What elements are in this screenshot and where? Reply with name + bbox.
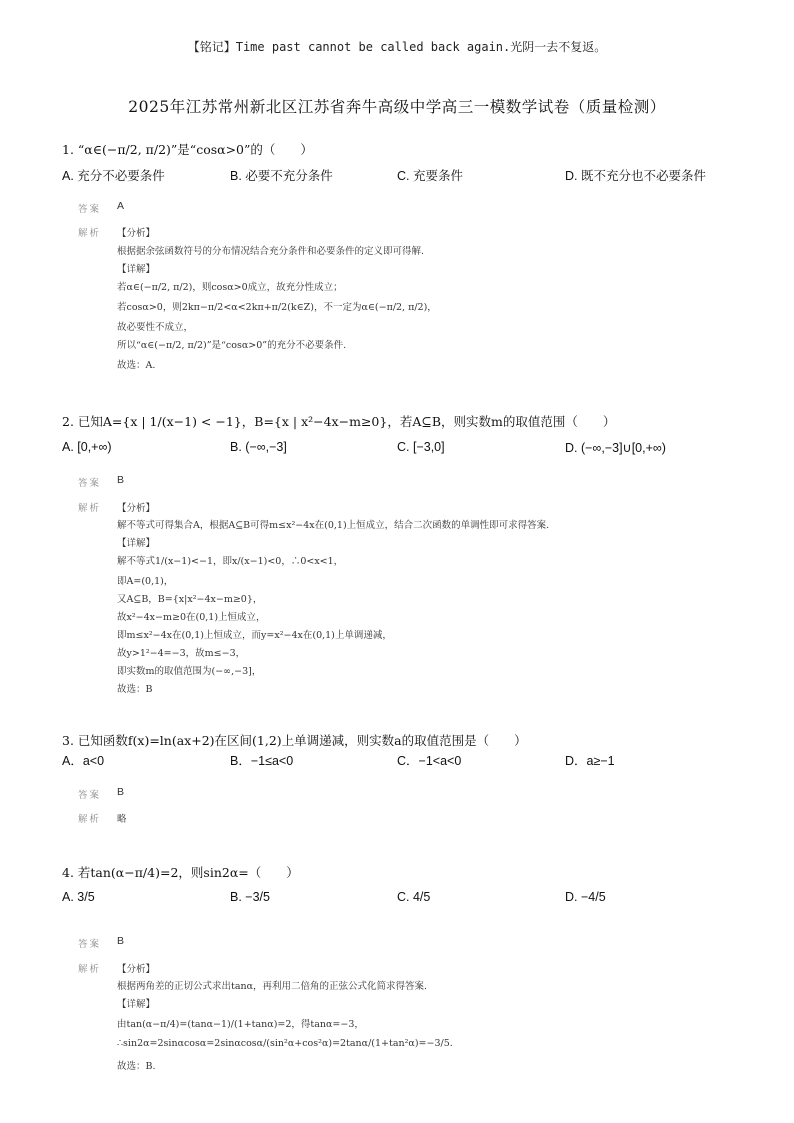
q1-line: 【详解】: [117, 264, 156, 275]
q2-option-b: B. (−∞,−3]: [230, 440, 287, 454]
q4-line: ∴sin2α=2sinαcosα=2sinαcosα/(sin²α+cos²α)=2tanα/(1+tan²α)=−3/5.: [117, 1038, 453, 1049]
question-1-stem: [62, 140, 313, 158]
q1-option-c: C. 充要条件: [397, 169, 463, 183]
q4-option-d: D. −4/5: [565, 890, 606, 904]
q3-option-c: C．−1<a<0: [397, 754, 462, 768]
q1-line: 故必要性不成立，: [117, 322, 194, 333]
q2-line: 故y>1²−4=−3，故m≤−3，: [117, 648, 246, 659]
q1-line: 【分析】: [117, 228, 156, 239]
q2-answer: B: [117, 474, 125, 486]
q4-line: 由tan(α−π/4)=(tanα−1)/(1+tanα)=2，得tanα=−3，: [117, 1019, 364, 1030]
q4-option-b: B. −3/5: [230, 890, 270, 904]
q3-answer: B: [117, 786, 125, 798]
q3-answer-label: 答案: [78, 790, 102, 801]
q2-line: 故x²−4x−m≥0在(0,1)上恒成立，: [117, 612, 266, 623]
q4-line: 【详解】: [117, 999, 156, 1010]
q1-line: 若α∈(−π/2, π/2)，则cosα>0成立，故充分性成立；: [117, 282, 343, 293]
q1-line: 根据据余弦函数符号的分布情况结合充分条件和必要条件的定义即可得解.: [117, 246, 425, 257]
q4-line: 【分析】: [117, 964, 156, 975]
q3-analysis: 略: [117, 814, 127, 825]
q2-option-d: D. (−∞,−3]∪[0,+∞): [565, 441, 666, 455]
q4-option-c: C. 4/5: [397, 890, 431, 904]
q1-analysis-label: 解析: [78, 228, 102, 239]
q3-option-b: B．−1≤a<0: [230, 754, 294, 768]
q2-line: 即m≤x²−4x在(0,1)上恒成立，而y=x²−4x在(0,1)上单调递减，: [117, 630, 392, 641]
q1-option-d: D. 既不充分也不必要条件: [565, 169, 706, 183]
q2-line: 解不等式可得集合A，根据A⊆B可得m≤x²−4x在(0,1)上恒成立，结合二次函数的单调性即可求得答案.: [117, 520, 550, 531]
q4-analysis-label: 解析: [78, 964, 102, 975]
q1-line: 故选：A.: [117, 360, 156, 371]
q2-answer-label: 答案: [78, 478, 102, 489]
q2-line: 又A⊆B，B={x|x²−4x−m≥0}，: [117, 594, 263, 605]
q1-option-a: A. 充分不必要条件: [62, 169, 165, 183]
question-1-stem-text: 1. “α∈(−π/2, π/2)”是“cosα>0”的（ ）: [62, 142, 313, 157]
page-title: 2025年江苏常州新北区江苏省奔牛高级中学高三一模数学试卷（质量检测）: [128, 98, 666, 116]
q2-line: 即A=(0,1)，: [117, 576, 174, 587]
q3-option-a: A．a<0: [62, 754, 105, 768]
question-3-stem: 3. 已知函数f(x)=ln(ax+2)在区间(1,2)上单调递减，则实数a的取值范围是（ ）: [62, 733, 527, 748]
q2-line: 解不等式1/(x−1)<−1，即x/(x−1)<0，∴0<x<1，: [117, 556, 344, 567]
q1-answer: A: [117, 200, 125, 212]
q4-answer-label: 答案: [78, 939, 102, 950]
q2-line: 【详解】: [117, 538, 156, 549]
q4-line: 根据两角差的正切公式求出tanα，再利用二倍角的正弦公式化简求得答案.: [117, 981, 428, 992]
q2-option-a: A. [0,+∞): [62, 440, 112, 454]
q2-line: 即实数m的取值范围为(−∞,−3]，: [117, 666, 262, 677]
motto-header: 【铭记】Time past cannot be called back again.光阴一去不复返。: [187, 40, 607, 54]
q2-analysis-label: 解析: [78, 503, 102, 514]
q3-option-d: D．a≥−1: [565, 754, 615, 768]
question-4-stem: 4. 若tan(α−π/4)=2，则sin2α=（ ）: [62, 865, 299, 880]
q1-line: 若cosα>0，则2kπ−π/2<α<2kπ+π/2(k∈Z)，不一定为α∈(−π/2, π/2)，: [117, 302, 437, 313]
q2-option-c: C. [−3,0]: [397, 440, 445, 454]
q1-line: 所以“α∈(−π/2, π/2)”是“cosα>0”的充分不必要条件.: [117, 340, 347, 351]
q4-option-a: A. 3/5: [62, 890, 95, 904]
q2-line: 【分析】: [117, 503, 156, 514]
q2-line: 故选：B: [117, 684, 153, 695]
question-2-stem: 2. 已知A={x | 1/(x−1) < −1}，B={x | x²−4x−m≥0}，若A⊆B，则实数m的取值范围（ ）: [62, 414, 616, 429]
q4-line: 故选：B.: [117, 1061, 156, 1072]
q1-option-b: B. 必要不充分条件: [230, 169, 333, 183]
q3-analysis-label: 解析: [78, 814, 102, 825]
q1-answer-label: 答案: [78, 204, 102, 215]
q4-answer: B: [117, 935, 125, 947]
